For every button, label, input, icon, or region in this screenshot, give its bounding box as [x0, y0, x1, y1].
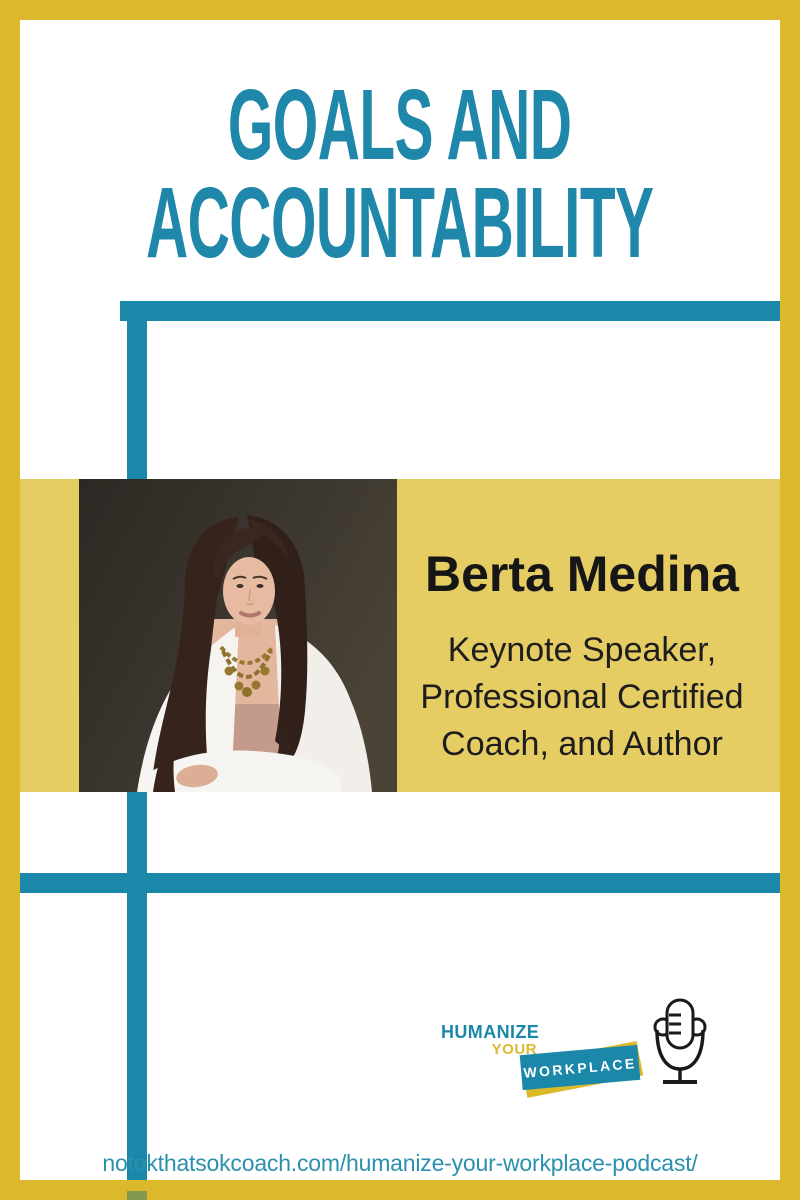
gold-frame-right: [780, 0, 800, 1200]
logo-word-humanize: HUMANIZE: [441, 1022, 540, 1042]
guest-portrait-photo: [79, 479, 397, 792]
episode-title-line2: ACCOUNTABILITY: [146, 167, 654, 279]
guest-role-line-2: Professional Certified: [420, 678, 744, 716]
teal-frame-bar-bottom: [20, 873, 780, 893]
gold-frame-top: [0, 0, 800, 20]
guest-portrait-illustration: [79, 479, 397, 792]
guest-role-line-1: Keynote Speaker,: [447, 631, 717, 669]
guest-info: [392, 479, 772, 792]
humanize-your-workplace-logo: [430, 995, 720, 1105]
logo-badge-workplace: [520, 1045, 641, 1090]
guest-name: Berta Medina: [425, 546, 739, 602]
episode-title: [20, 69, 780, 279]
gold-frame-left: [0, 0, 20, 1200]
teal-frame-bar-top: [120, 301, 780, 321]
frame-overlap-patch: [127, 1191, 147, 1200]
gold-frame-bottom: [0, 1180, 800, 1200]
logo-word-your: YOUR: [491, 1041, 537, 1058]
logo-word-workplace: WORKPLACE: [522, 1054, 638, 1081]
microphone-icon: [650, 996, 710, 1088]
podcast-url[interactable]: notokthatsokcoach.com/humanize-your-workplace-podcast/: [102, 1150, 698, 1176]
guest-role-line-3: Coach, and Author: [441, 725, 723, 763]
episode-title-line1: GOALS AND: [228, 69, 572, 181]
